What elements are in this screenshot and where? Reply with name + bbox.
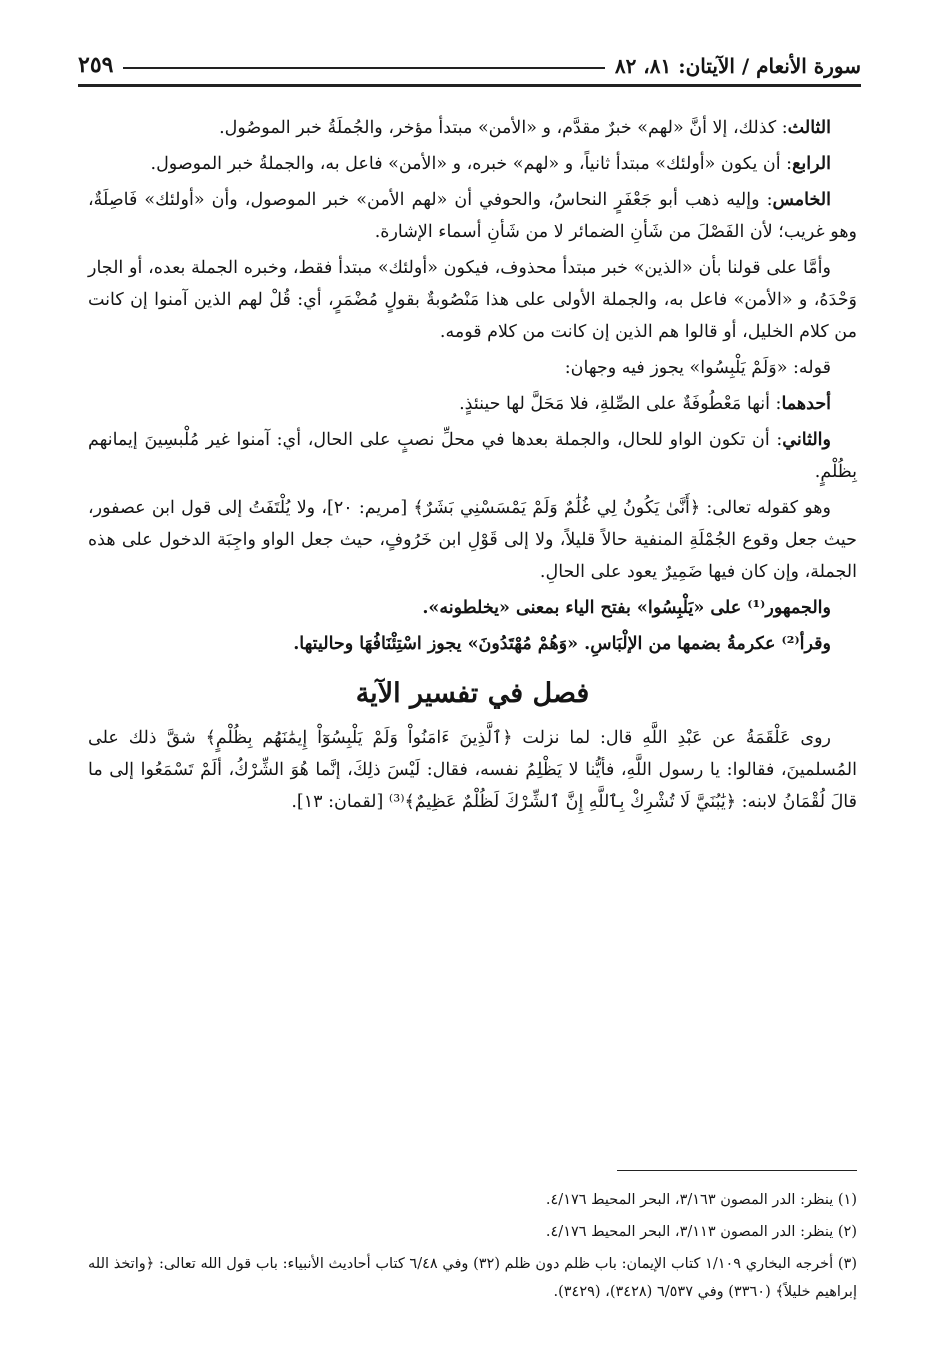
footnote-3: (٣) أخرجه البخاري ١/١٠٩ كتاب الإيمان: باب ظلم دون ظلم (٣٢) وفي ٦/٤٨ كتاب أحاديث الأنبياء: باب قول الله تعالى: ﴿واتخذ الله إبراهيم خليلاً﴾ (٣٣٦٠) وفي ٦/٥٣٧ (٣٤٢٨)، (٣٤٢٩). (88, 1256, 857, 1300)
paragraph-second-aspect (88, 424, 857, 488)
paragraph-text-block: وأمَّا على قولنا بأن «الذين» خبر مبتدأ محذوف، فيكون «أولئك» مبتدأ فقط، وخبره الجملة بعده، أو الجار وَحْدَهُ، و «الأمن» فاعل به، والجملة الأولى على هذا مَنْصُوبةٌ بقولٍ مُضْمَرٍ، أي: قُلْ لهم الذين آمنوا إن كانت من كلام الخليل، أو قالوا هم الذين إن كانت من كلام قومه. (88, 258, 857, 342)
running-header (78, 38, 861, 78)
lead-word: أحدهما (781, 394, 831, 414)
paragraph-text: : أن يكون «أولئك» مبتدأ ثانياً، و «لهم» خبره، و «الأمن» فاعل به، والجملةُ خبر الموصول. (150, 154, 793, 174)
paragraph-reading-ikrima: وقرأ⁽²⁾ عكرمةُ بضمها من الإلْبَاسِ. «وَهُمْ مُهْتَدُونَ» يجوز اسْتِئْنَافُهَا وحاليتها. (293, 634, 831, 654)
paragraph-fifth (88, 184, 857, 248)
paragraph-reading-majority: والجمهور⁽¹⁾ على «يَلْبِسُوا» بفتح الياء بمعنى «يخلطونه». (422, 598, 831, 618)
footnote-divider (617, 1170, 857, 1171)
header-rule (78, 84, 861, 87)
page-number: ٢٥٩ (78, 52, 114, 78)
lead-word: والثاني (782, 430, 831, 450)
paragraph-text-block: قوله: «وَلَمْ يَلْبِسُوا» يجوز فيه وجهان: (564, 358, 831, 378)
lead-word: الخامس (772, 190, 831, 210)
paragraph-text-block: وهو كقوله تعالى: ﴿أَنَّىٰ يَكُونُ لِي غُلَٰمٌ وَلَمْ يَمْسَسْنِي بَشَرٌ﴾ [مريم: ٢٠]، ولا يُلْتَفَتُ إلى قول ابن عصفور، حيث جعل وقوع الجُمْلَةِ المنفية حالاً قليلاً، ولا إلى قَوْلِ ابن خَرُوفٍ، حيث جعل الواو واجِبَة الدخول على هذه الجملة، وإن كان فيها ضَمِيرٌ يعود على الحالِ. (88, 498, 857, 582)
paragraph-text: : كذلك، إلا أنَّ «لهم» خبرٌ مقدَّم، و «الأمن» مبتدأ مؤخر، والجُملَةُ خبر الموصُول. (219, 118, 788, 138)
paragraph-text: : أنها مَعْطُوفَةٌ على الصِّلةِ، فلا مَحَلَّ لها حينئذٍ. (459, 394, 782, 414)
lead-word: الثالث (787, 118, 831, 138)
paragraph-fourth (88, 148, 857, 180)
paragraph-third (88, 112, 857, 144)
main-text (88, 112, 857, 822)
paragraph-first-aspect (88, 388, 857, 420)
footnotes (88, 1186, 857, 1310)
paragraph-hadith: روى عَلْقَمَةُ عن عَبْدِ اللَّهِ قال: لما نزلت ﴿ٱلَّذِينَ ءَامَنُواْ وَلَمْ يَلْبِسُوٓاْ إِيمَٰنَهُم بِظُلْمٍ﴾ شقَّ ذلك على المُسلمينَ، فقالوا: يا رسول اللَّهِ، فأيُّنا لا يَظْلِمُ نفسه، فقال: لَيْسَ ذلِكَ، إنَّما هُوَ الشِّرْكُ، ألَمْ تَسْمَعُوا إلى ما قالَ لُقْمَانُ لابنه: ﴿يَٰبُنَيَّ لَا تُشْرِكْ بِٱللَّهِ إِنَّ ٱلشِّرْكَ لَظُلْمٌ عَظِيمٌ﴾⁽³⁾ [لقمان: ١٣]. (88, 728, 857, 812)
paragraph-text: : أن تكون الواو للحال، والجملة بعدها في محلِّ نصبٍ على الحال، أي: آمنوا غير مُلْبسِينَ إيمانهم بِظُلْمٍ. (88, 430, 857, 482)
section-heading: فصل في تفسير الآية (355, 678, 590, 709)
footnote-2: (٢) ينظر: الدر المصون ٣/١١٣، البحر المحيط ٤/١٧٦. (545, 1224, 857, 1240)
lead-word: الرابع (792, 154, 831, 174)
header-line (123, 67, 604, 69)
paragraph-text: : وإليه ذهب أبو جَعْفَرٍ النحاسُ، والحوفي أن «لهم الأمن» خبر الموصول، وأن «أولئك» فَاصِلَةٌ، وهو غريب؛ لأن الفَصْلَ من شَأنِ الضمائر لا من شَأنِ أسماء الإشارة. (88, 190, 857, 242)
surah-title: سورة الأنعام / الآيتان: ٨١، ٨٢ (614, 54, 861, 78)
footnote-1: (١) ينظر: الدر المصون ٣/١٦٣، البحر المحيط ٤/١٧٦. (545, 1192, 857, 1208)
